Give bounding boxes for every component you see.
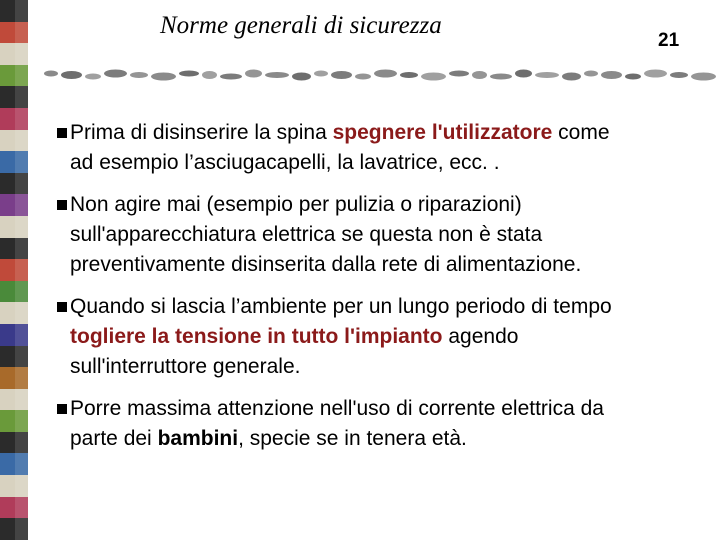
stripe-segment [0,302,28,324]
square-bullet-icon [57,404,67,414]
square-bullet-icon [57,128,67,138]
pebble-shape [535,72,559,78]
pebble-shape [400,72,418,78]
pebble-shape [644,70,667,78]
pebble-shape [151,73,176,81]
bullet-item [50,292,700,382]
page-number: 21 [658,30,680,51]
stripe-segment [0,216,28,238]
stripe-segment [0,108,28,130]
text-segment: come [552,121,610,144]
pebble-shape [331,71,352,79]
pebble-shape [220,74,242,80]
square-bullet-icon [57,200,67,210]
text-segment: preventivamente disinserita dalla rete di alimentazione. [70,253,582,276]
bullet-item [50,394,700,454]
stripe-segment [0,65,28,87]
text-segment: parte dei [70,427,158,450]
stripe-segment [0,238,28,260]
highlight-text: togliere la tensione in tutto l'impianto [70,325,443,348]
text-segment: Quando si lascia l’ambiente per un lungo periodo di tempo [70,295,612,318]
pebble-shape [584,71,598,77]
stripe-segment [0,367,28,389]
stripe-segment [0,86,28,108]
text-segment: sull'interruttore generale. [70,355,301,378]
bullet-line [70,220,700,250]
bullet-line [70,118,700,148]
stripe-segment [0,453,28,475]
stripe-segment [0,259,28,281]
pebble-shape [355,74,371,80]
stripe-segment [0,475,28,497]
bullet-line [70,190,700,220]
stripe-segment [0,130,28,152]
text-segment: Prima di disinserire la spina [70,121,333,144]
pebble-shape [670,72,688,78]
square-bullet-icon [57,302,67,312]
stripe-segment [0,324,28,346]
bullet-line [70,292,700,322]
pebble-shape [625,74,641,80]
bullet-list [50,118,700,466]
pebble-shape [449,71,469,77]
bullet-line [70,148,700,178]
pebble-shape [515,70,532,78]
pebble-divider [40,64,716,86]
pebble-shape [691,73,716,81]
text-segment: ad esempio l’asciugacapelli, la lavatrice, ecc. . [70,151,500,174]
stripe-segment [0,497,28,519]
pebble-shape [374,70,397,78]
pebble-shape [601,71,622,79]
stripe-segment [0,151,28,173]
stripe-segment [0,281,28,303]
pebble-shape [104,70,127,78]
decorative-stripe [0,0,28,540]
pebble-shape [202,71,217,79]
pebble-shape [472,71,487,79]
bold-text: bambini [157,427,239,450]
bullet-line [70,250,700,280]
stripe-segment [0,432,28,454]
stripe-segment [0,43,28,65]
pebble-shape [85,74,101,80]
bullet-item [50,190,700,280]
text-segment: Non agire mai (esempio per pulizia o riparazioni) [70,193,522,216]
pebble-shape [61,71,82,79]
text-segment: , specie se in tenera età. [238,427,467,450]
pebble-shape [179,71,199,77]
bullet-line [70,322,700,352]
text-segment: agendo [442,325,519,348]
text-segment: Porre massima attenzione nell'uso di corrente elettrica da [70,397,604,420]
pebble-shape [245,70,262,78]
stripe-segment [0,0,28,22]
stripe-segment [0,389,28,411]
bullet-line [70,352,700,382]
pebble-shape [130,72,148,78]
pebble-shape [265,72,289,78]
bullet-line [70,394,700,424]
highlight-text: spegnere l'utilizzatore [332,121,553,144]
bullet-item [50,118,700,178]
pebble-shape [314,71,328,77]
slide-title: Norme generali di sicurezza [160,12,442,39]
stripe-segment [0,22,28,44]
stripe-segment [0,410,28,432]
stripe-segment [0,346,28,368]
stripe-segment [0,518,28,540]
pebble-shape [292,73,311,81]
stripe-segment [0,173,28,195]
stripe-segment [0,194,28,216]
text-segment: sull'apparecchiatura elettrica se questa non è stata [70,223,543,246]
bullet-line [70,424,700,454]
pebble-shape [562,73,581,81]
pebble-shape [44,71,58,77]
pebble-shape [421,73,446,81]
pebble-shape [490,74,512,80]
